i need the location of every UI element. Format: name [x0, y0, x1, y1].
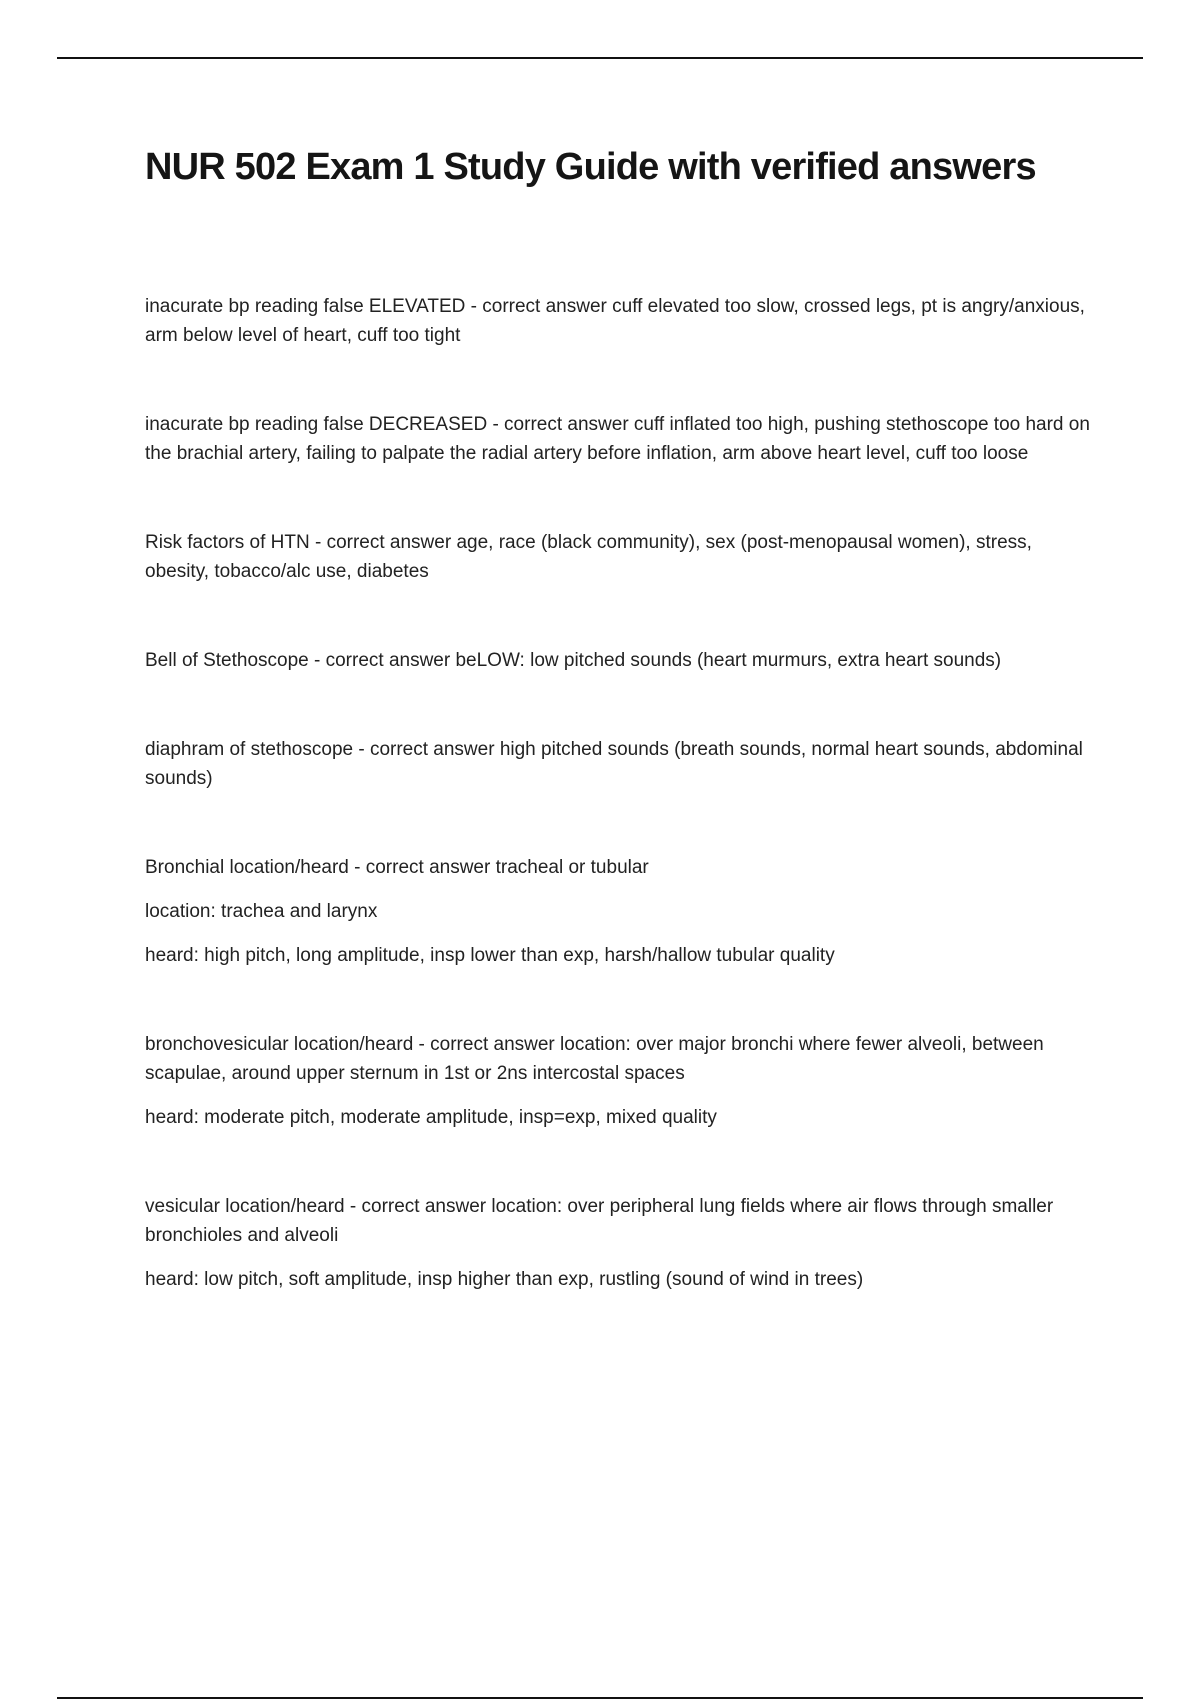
entry-text: inacurate bp reading false DECREASED - correct answer cuff inflated too high, pushing stethoscope too hard on the brachial artery, failing to palpate the radial artery before inflation, arm above heart level, cuff too loose [145, 414, 1090, 464]
entry-text: diaphram of stethoscope - correct answer high pitched sounds (breath sounds, normal heart sounds, abdominal sounds) [145, 739, 1083, 789]
entry-bronchial [145, 853, 1090, 970]
entry-text: Bronchial location/heard - correct answer tracheal or tubular [145, 857, 649, 878]
footer-rule [57, 1697, 1143, 1699]
entry-stethoscope-diaphragm [145, 735, 1090, 793]
entry-text: Risk factors of HTN - correct answer age, race (black community), sex (post-menopausal women), stress, obesity, tobacco/alc use, diabetes [145, 532, 1032, 582]
document-title: NUR 502 Exam 1 Study Guide with verified answers [145, 146, 1036, 188]
entry-text: bronchovesicular location/heard - correct answer location: over major bronchi where fewer alveoli, between scapulae, around upper sternum in 1st or 2ns intercostal spaces [145, 1034, 1044, 1084]
entry-subtext: heard: moderate pitch, moderate amplitude, insp=exp, mixed quality [145, 1107, 717, 1128]
entry-subtext: heard: low pitch, soft amplitude, insp higher than exp, rustling (sound of wind in trees) [145, 1269, 864, 1290]
entry-htn-risk-factors [145, 528, 1090, 586]
entry-bp-elevated [145, 292, 1090, 350]
entry-subtext: heard: high pitch, long amplitude, insp lower than exp, harsh/hallow tubular quality [145, 945, 835, 966]
document-body [145, 292, 1090, 1354]
entry-bp-decreased [145, 410, 1090, 468]
entry-stethoscope-bell [145, 646, 1090, 675]
entry-subtext: location: trachea and larynx [145, 901, 378, 922]
entry-vesicular [145, 1192, 1090, 1294]
entry-text: vesicular location/heard - correct answer location: over peripheral lung fields where air flows through smaller bronchioles and alveoli [145, 1196, 1054, 1246]
entry-text: Bell of Stethoscope - correct answer beLOW: low pitched sounds (heart murmurs, extra heart sounds) [145, 650, 1002, 671]
entry-text: inacurate bp reading false ELEVATED - correct answer cuff elevated too slow, crossed legs, pt is angry/anxious, arm below level of heart, cuff too tight [145, 296, 1085, 346]
entry-bronchovesicular [145, 1030, 1090, 1132]
header-rule [57, 57, 1143, 59]
